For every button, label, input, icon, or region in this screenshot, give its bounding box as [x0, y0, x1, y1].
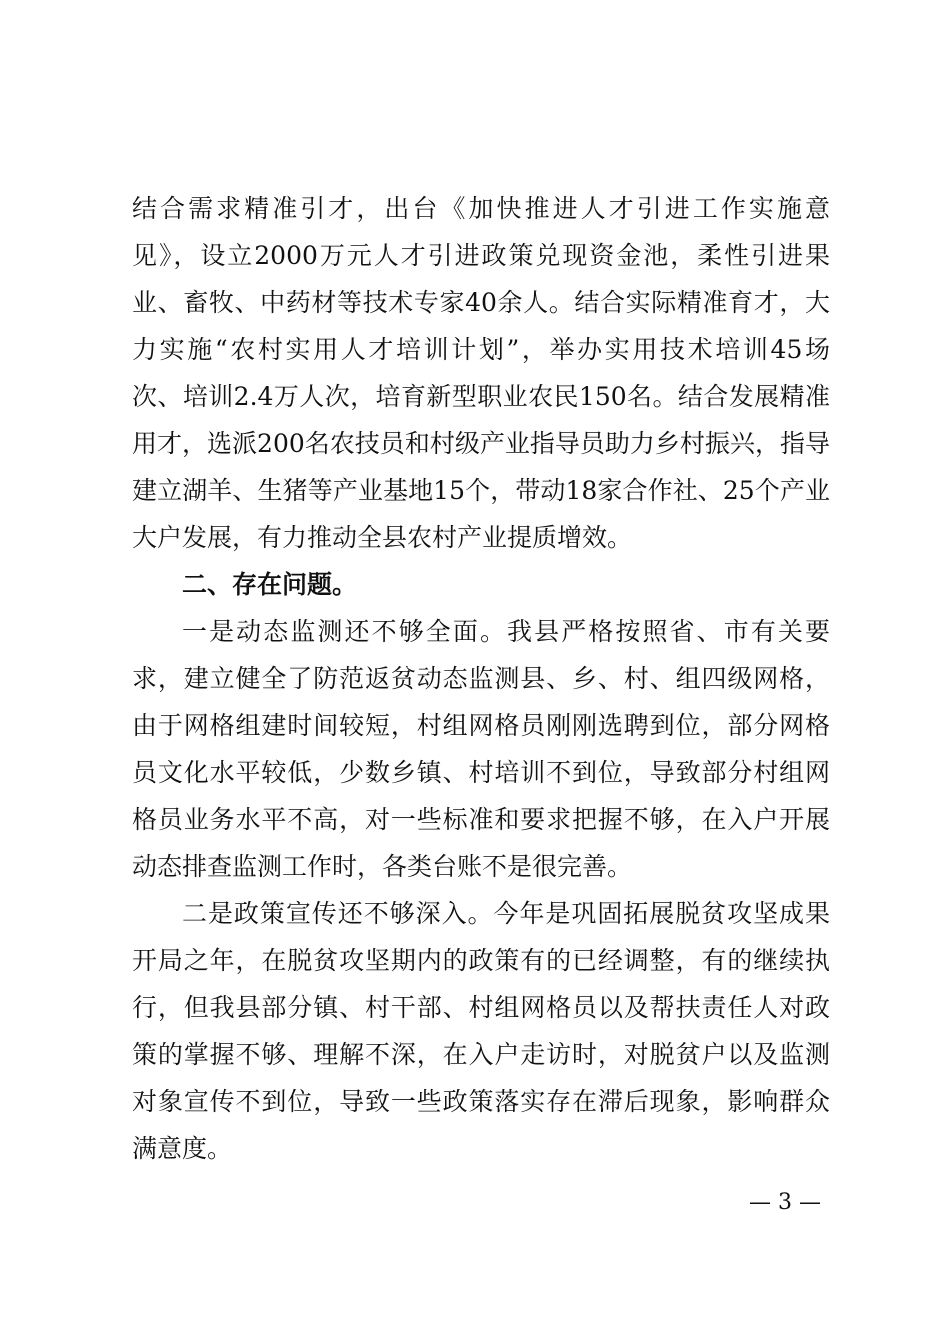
paragraph-line: 大户发展，有力推动全县农村产业提质增效。	[132, 523, 633, 552]
paragraph-line: 二是政策宣传还不够深入。今年是巩固拓展脱贫攻坚成果	[182, 899, 830, 928]
section-heading: 二、存在问题。	[182, 570, 358, 599]
paragraph-line: 策的掌握不够、理解不深，在入户走访时，对脱贫户以及监测	[132, 1040, 830, 1069]
paragraph-line: 对象宣传不到位，导致一些政策落实存在滞后现象，影响群众	[132, 1087, 830, 1116]
paragraph-line: 动态排查监测工作时，各类台账不是很完善。	[132, 852, 633, 881]
paragraph-line: 格员业务水平不高，对一些标准和要求把握不够，在入户开展	[132, 805, 830, 834]
page-number: — 3 —	[749, 1190, 821, 1215]
paragraph-line: 一是动态监测还不够全面。我县严格按照省、市有关要	[182, 617, 830, 646]
paragraph-line: 见》，设立2000万元人才引进政策兑现资金池，柔性引进果	[132, 241, 830, 270]
paragraph-line: 行，但我县部分镇、村干部、村组网格员以及帮扶责任人对政	[132, 993, 830, 1022]
paragraph-line: 业、畜牧、中药材等技术专家40余人。结合实际精准育才，大	[132, 288, 830, 317]
paragraph-line: 结合需求精准引才，出台《加快推进人才引进工作实施意	[132, 194, 830, 223]
paragraph-line: 求，建立健全了防范返贫动态监测县、乡、村、组四级网格，	[132, 664, 830, 693]
paragraph-line: 员文化水平较低，少数乡镇、村培训不到位，导致部分村组网	[132, 758, 830, 787]
paragraph-line: 力实施“农村实用人才培训计划”，举办实用技术培训45场	[132, 335, 830, 364]
paragraph-line: 建立湖羊、生猪等产业基地15个，带动18家合作社、25个产业	[132, 476, 830, 505]
paragraph-line: 开局之年，在脱贫攻坚期内的政策有的已经调整，有的继续执	[132, 946, 830, 975]
paragraph-line: 满意度。	[132, 1134, 233, 1163]
paragraph-line: 由于网格组建时间较短，村组网格员刚刚选聘到位，部分网格	[132, 711, 830, 740]
paragraph-line: 用才，选派200名农技员和村级产业指导员助力乡村振兴，指导	[132, 429, 830, 458]
paragraph-line: 次、培训2.4万人次，培育新型职业农民150名。结合发展精准	[132, 382, 830, 411]
